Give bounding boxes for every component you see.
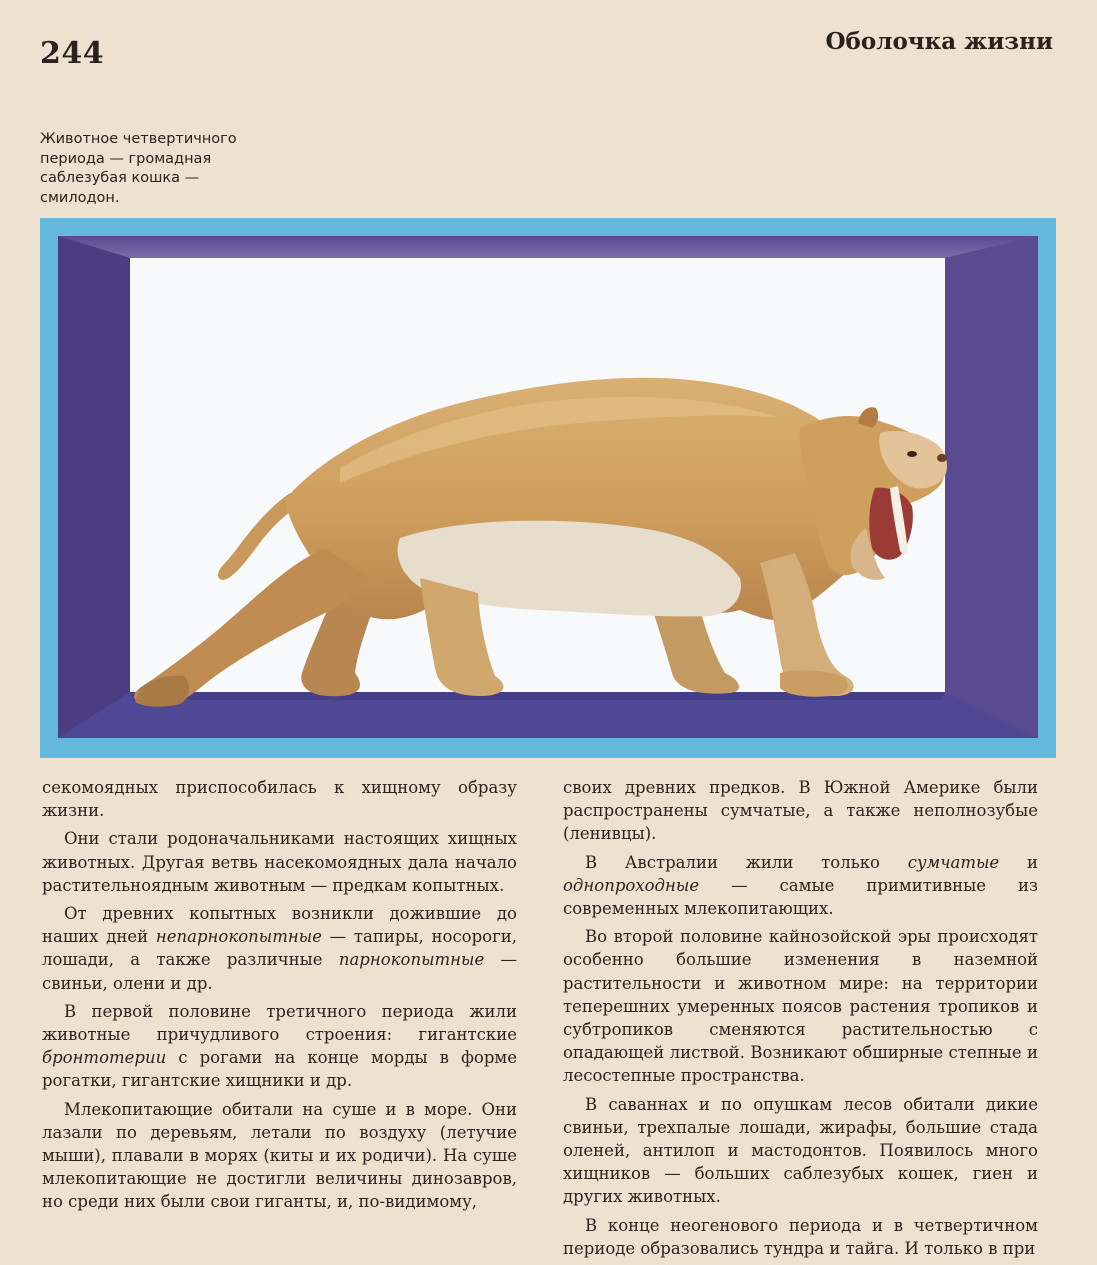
text-run: В Австралии жили только bbox=[585, 852, 908, 872]
italic-term: однопроходные bbox=[563, 875, 700, 895]
caption-line: саблезубая кошка — bbox=[40, 170, 200, 186]
paragraph bbox=[563, 851, 1038, 921]
paragraph: секомоядных приспособилась к хищному образу жизни. bbox=[42, 778, 517, 821]
paragraph: Во второй половине кайнозойской эры происходят особенно большие изменения в наземной растительности и животном мире: на территории теперешних умеренных поясов растения тропиков и субтропиков сменяются растительностью с опадающей листвой. Возникают обширные степные и лесостепные пространства. bbox=[563, 927, 1038, 1086]
italic-term: непарнокопытные bbox=[155, 927, 322, 947]
text-run: с рогами на конце морды в форме рогатки, гигантские хищники и др. bbox=[42, 1048, 517, 1091]
text-run: и bbox=[999, 852, 1038, 872]
paragraph bbox=[42, 902, 517, 995]
page-number: 244 bbox=[40, 36, 105, 71]
frame-top-slope bbox=[58, 236, 1038, 258]
text-run: От древних копытных возникли дожившие до наших дней bbox=[42, 904, 517, 947]
frame-left-slope bbox=[58, 236, 130, 738]
caption-line: Животное четвертичного bbox=[40, 131, 237, 147]
text-column-right bbox=[563, 776, 1038, 1265]
paragraph: своих древних предков. В Южной Америке были распространены сумчатые, а также неполнозубые (ленивцы). bbox=[563, 778, 1038, 844]
frame-right-slope bbox=[945, 236, 1038, 738]
caption-line: периода — громадная bbox=[40, 150, 212, 167]
paragraph: Млекопитающие обитали на суше и в море. Они лазали по деревьям, летали по воздуху (летучие мыши), плавали в морях (киты и их родичи). На суше млекопитающие не достигли величины динозавров, но среди них были свои гиганты, и, по-видимому, bbox=[42, 1099, 517, 1212]
caption-line: смилодон. bbox=[40, 189, 120, 206]
text-column-left bbox=[42, 776, 517, 1219]
paragraph: В саваннах и по опушкам лесов обитали дикие свиньи, трехпалые лошади, жирафы, большие стада оленей, антилоп и мастодонтов. Появилось много хищников — больших саблезубых кошек, гиен и других животных. bbox=[563, 1094, 1038, 1207]
paragraph: В конце неогенового периода и в четвертичном периоде образовались тундра и тайга. И только в при bbox=[563, 1215, 1038, 1258]
text-run: — самые примитивные из современных млекопитающих. bbox=[563, 875, 1038, 919]
smilodon-illustration bbox=[40, 218, 1056, 758]
italic-term: парнокопытные bbox=[338, 950, 485, 970]
paragraph: Они стали родоначальниками настоящих хищных животных. Другая ветвь насекомоядных дала начало растительноядным животным — предкам копытных. bbox=[42, 829, 517, 895]
italic-term: бронтотерии bbox=[42, 1048, 167, 1068]
text-run: — свиньи, олени и др. bbox=[42, 950, 518, 993]
italic-term: сумчатые bbox=[907, 852, 1000, 872]
text-run: — тапиры, носороги, лошади, а также различные bbox=[42, 927, 518, 970]
paragraph bbox=[42, 1000, 517, 1093]
running-head: Оболочка жизни bbox=[825, 28, 1053, 55]
figure-caption bbox=[40, 130, 270, 208]
figure-smilodon bbox=[40, 218, 1056, 758]
text-run: В первой половине третичного периода жили животные причудливого строения: гигантские bbox=[42, 1001, 517, 1045]
